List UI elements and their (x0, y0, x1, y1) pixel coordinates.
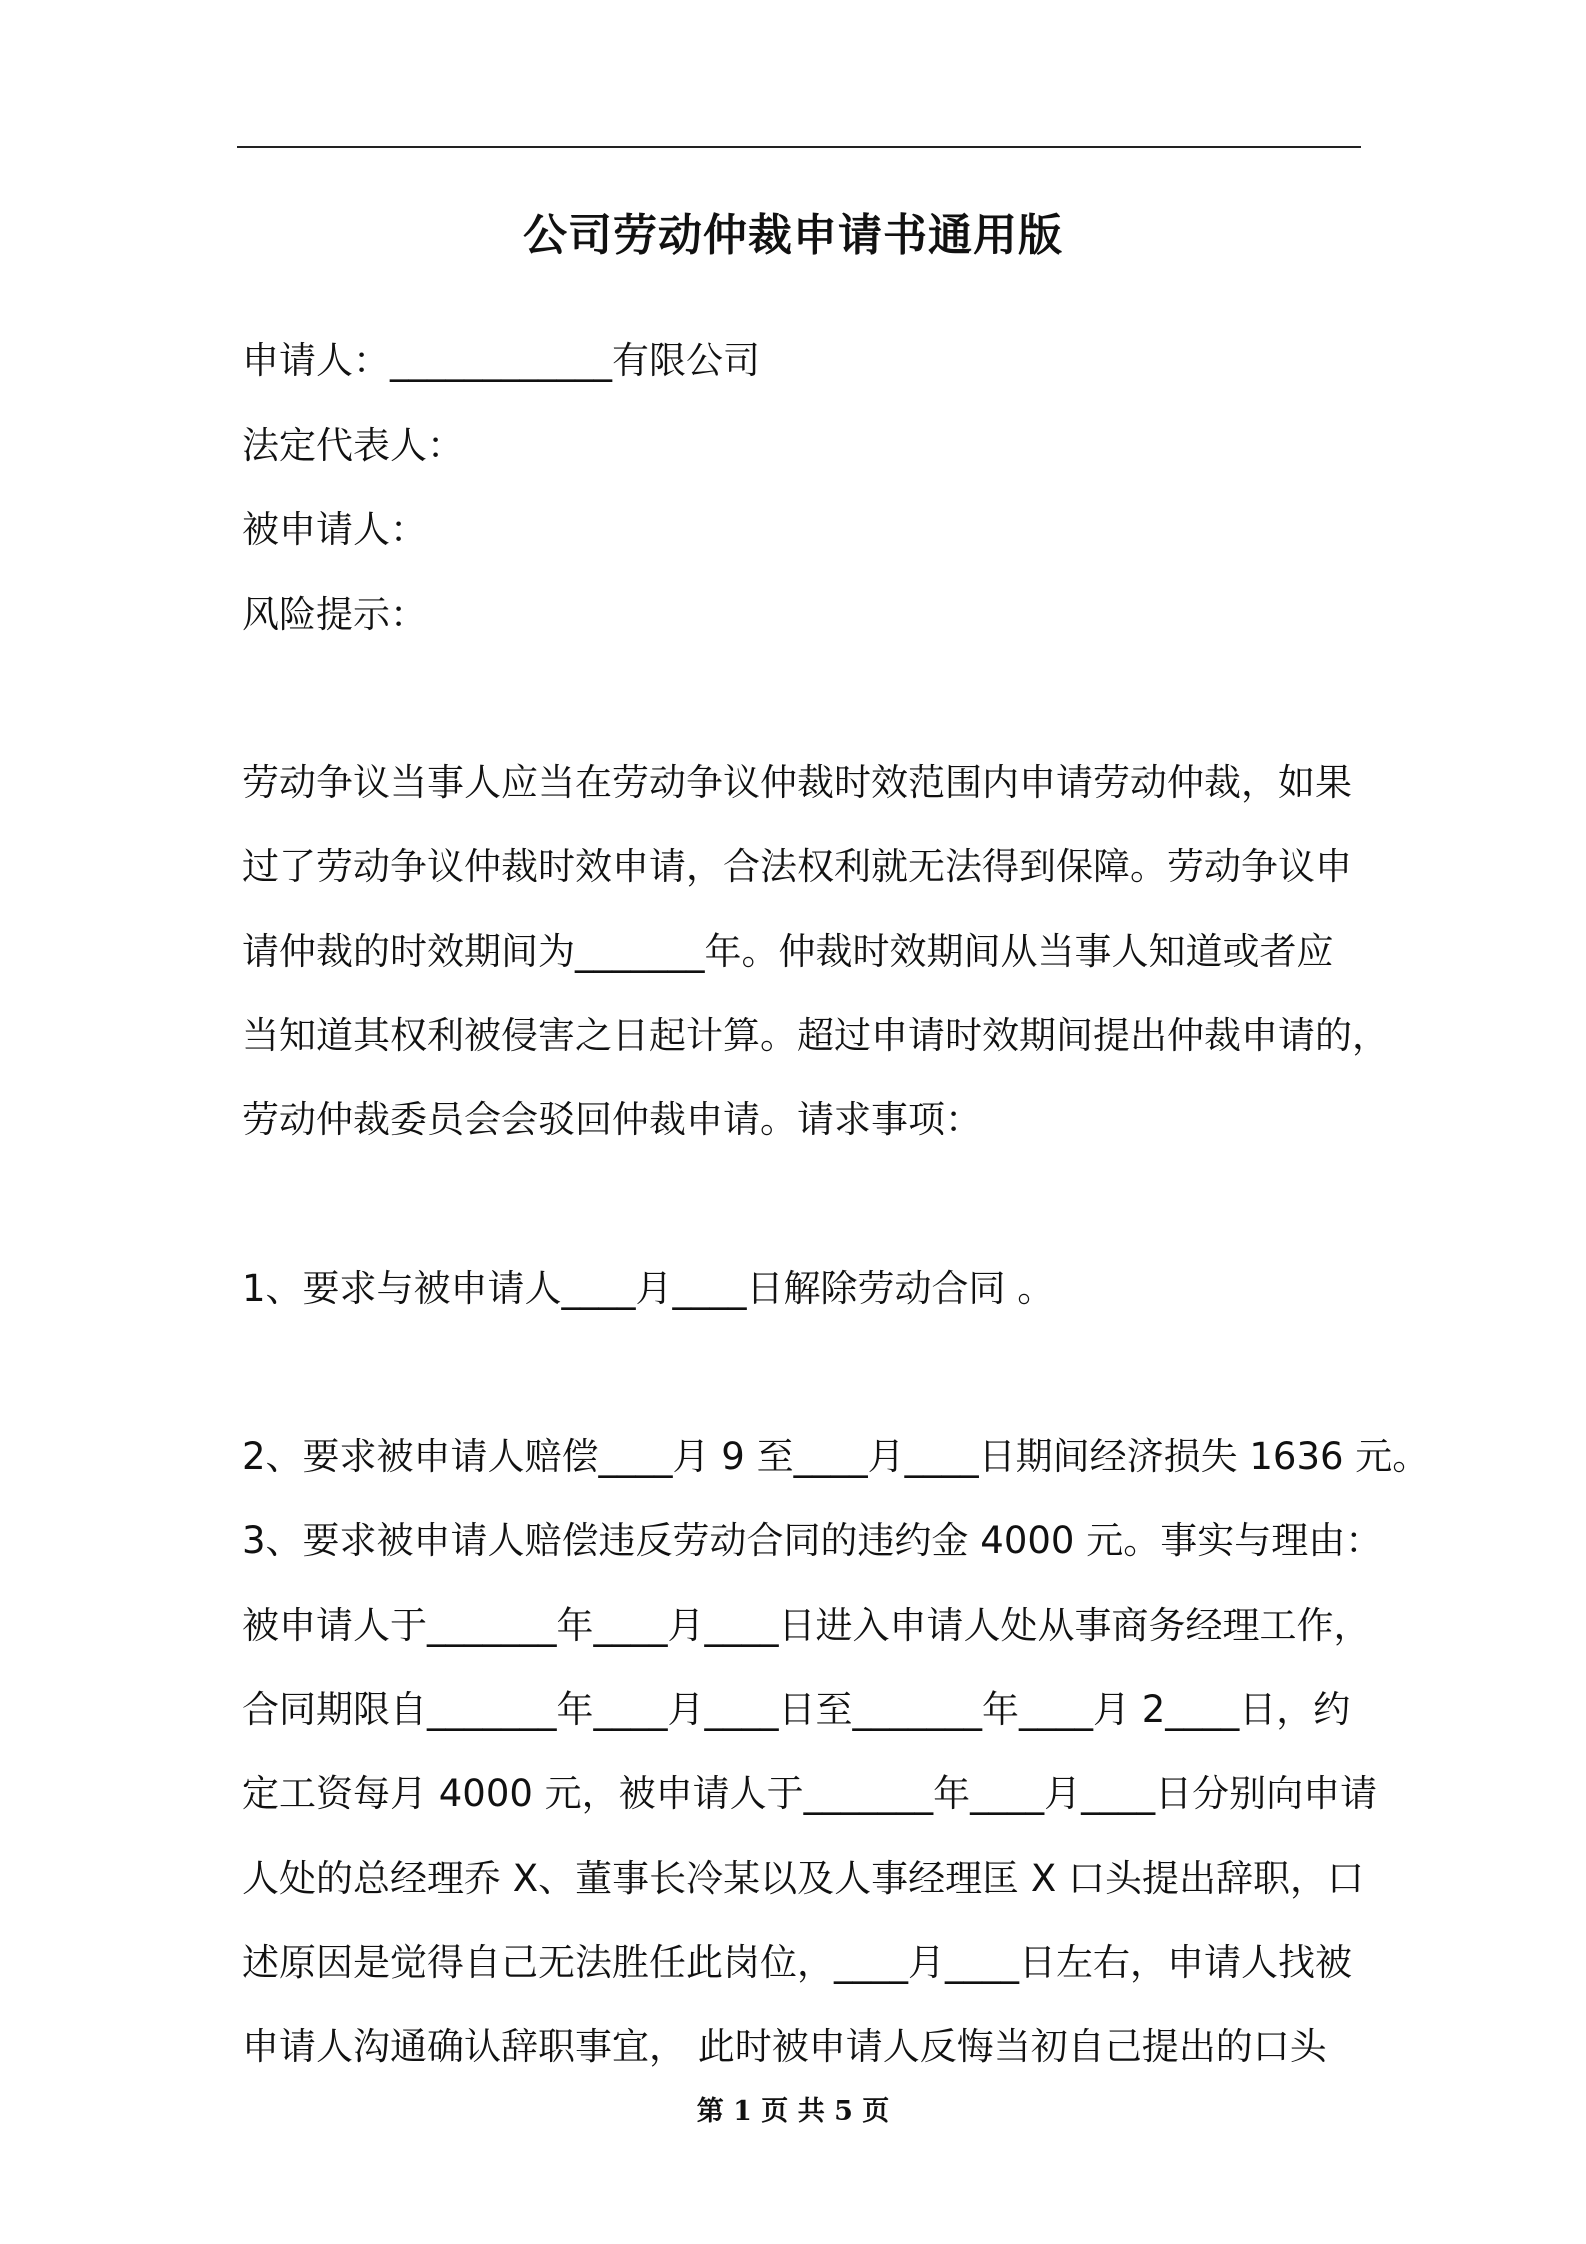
facts-line-5: 述原因是觉得自己无法胜任此岗位，____月____日左右，申请人找被 (242, 1941, 1352, 1984)
facts-line-2: 合同期限自_______年____月____日至_______年____月 2____日，约 (242, 1688, 1351, 1731)
document-title: 公司劳动仲裁申请书通用版 (523, 210, 1063, 261)
facts-line-6: 申请人沟通确认辞职事宜， 此时被申请人反悔当初自己提出的口头 (242, 2025, 1327, 2068)
respondent-line: 被申请人： (242, 508, 427, 551)
request-item-1: 1、要求与被申请人____月____日解除劳动合同 。 (242, 1267, 1055, 1310)
risk-notice-label: 风险提示： (242, 593, 427, 636)
header-rule (237, 146, 1361, 148)
risk-paragraph-line-3: 请仲裁的时效期间为_______年。仲裁时效期间从当事人知道或者应 (242, 930, 1334, 973)
facts-line-3: 定工资每月 4000 元，被申请人于_______年____月____日分别向申请 (242, 1772, 1378, 1815)
facts-line-1: 被申请人于_______年____月____日进入申请人处从事商务经理工作， (242, 1604, 1371, 1647)
risk-paragraph-line-5: 劳动仲裁委员会会驳回仲裁申请。请求事项： (242, 1098, 982, 1141)
risk-paragraph-line-2: 过了劳动争议仲裁时效申请，合法权利就无法得到保障。劳动争议申 (242, 845, 1352, 888)
page-number-footer: 第 1 页 共 5 页 (696, 2096, 890, 2127)
legal-representative-line: 法定代表人： (242, 424, 464, 467)
request-item-3: 3、要求被申请人赔偿违反劳动合同的违约金 4000 元。事实与理由： (242, 1519, 1383, 1562)
applicant-line: 申请人：____________有限公司 (242, 339, 760, 382)
facts-line-4: 人处的总经理乔 X、董事长冷某以及人事经理匡 X 口头提出辞职，口 (242, 1857, 1364, 1900)
request-item-2: 2、要求被申请人赔偿____月 9 至____月____日期间经济损失 1636 元。 (242, 1435, 1430, 1478)
risk-paragraph-line-1: 劳动争议当事人应当在劳动争议仲裁时效范围内申请劳动仲裁，如果 (242, 761, 1352, 804)
risk-paragraph-line-4: 当知道其权利被侵害之日起计算。超过申请时效期间提出仲裁申请的， (242, 1014, 1389, 1057)
